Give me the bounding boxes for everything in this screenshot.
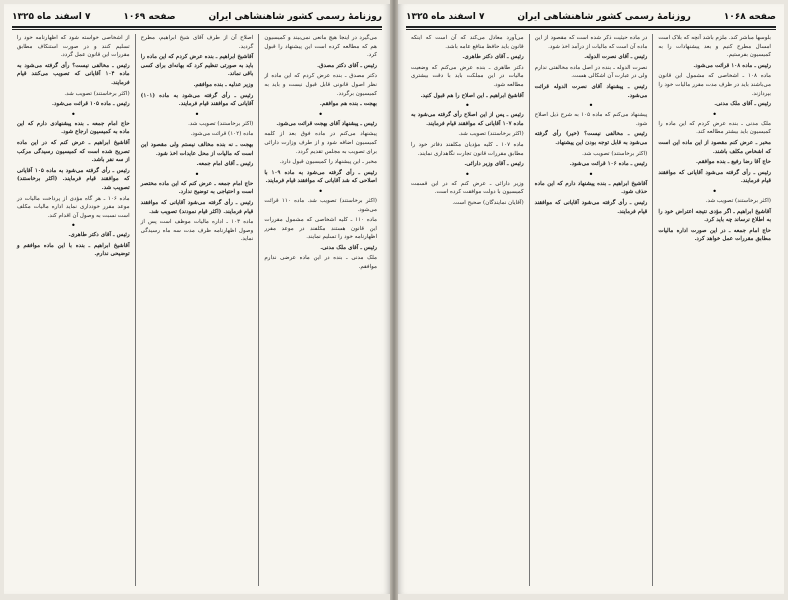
section-separator: • [70, 221, 76, 231]
left-header-date: ۷ اسفند ماه ۱۳۲۵ [12, 12, 91, 22]
left-header-rule [12, 26, 382, 28]
right-column-2 [529, 34, 653, 586]
section-separator: • [464, 169, 470, 179]
left-header-rule-thin [12, 29, 382, 30]
paragraph: (اکثر برخاستند) تصویب شد. [64, 90, 130, 97]
paragraph: رئیس ـ ماده ۱۰۵ قرائت می‌شود. [52, 101, 130, 108]
section-separator: • [318, 109, 324, 119]
paragraph: (اکثر برخاستند) تصویب شد. [705, 197, 771, 204]
section-separator: • [194, 169, 200, 179]
paragraph: می‌گیرد در اینجا هیچ مانعی نمی‌بیند و کمیسیون هم که مطالعه کرده است این پیشنهاد را قبول کرد. [264, 35, 377, 59]
paragraph: حاج امام جمعه ـ عرض کنم که این ماده مختصر است و احتیاجی به توضیح ندارد. [140, 180, 254, 196]
paragraph: ماده (۱۰۲) قرائت می‌شود. [190, 131, 254, 138]
left-header-title: روزنامهٔ رسمی کشور شاهنشاهی ایران [208, 12, 382, 22]
section-separator: • [712, 186, 718, 196]
paragraph: آقاشیخ ابراهیم ـ بنده با این ماده موافقم و توضیحی ندارم. [16, 242, 130, 258]
section-separator: • [464, 101, 470, 111]
paragraph: بهجت ـ بنده هم موافقم. [319, 101, 377, 108]
right-page [398, 4, 784, 594]
paragraph: ماده ۱۰۶ ـ هر گاه مؤدی از پرداخت مالیات در موعد مقرر خودداری نماید اداره مالیات مکلف است نسبت به وصول آن اقدام کند. [16, 195, 130, 219]
paragraph: رئیس ـ پیشنهاد آقای نصرت الدوله قرائت می‌شود. [534, 83, 648, 99]
paragraph: پیشنهاد می‌کنم که ماده ۱۰۵ به شرح ذیل اصلاح شود. [534, 112, 648, 127]
right-page-columns [406, 34, 776, 586]
paragraph: رئیس ـ آقای امام جمعه. [196, 161, 254, 168]
paragraph: در ماده حیثیت ذکر شده است که مقصود از این ماده آن است که مالیات از درآمد اخذ شود. [534, 35, 648, 50]
paragraph: نصرت الدوله ـ بنده در اصل ماده مخالفتی ندارم ولی در عبارت آن اشکالی هست. [534, 64, 648, 80]
right-header-title: روزنامهٔ رسمی کشور شاهنشاهی ایران [517, 12, 691, 22]
paragraph: ماده ۱۰۷ ـ کلیه مؤدیان مکلفند دفاتر خود را مطابق مقررات قانون تجارت نگاهداری نمایند. [410, 141, 524, 157]
paragraph: رئیس ـ رأی گرفته می‌شود آقایانی که موافقند قیام فرمایند. (اکثر قیام نمودند) تصویب شد. [140, 199, 254, 215]
section-separator: • [588, 101, 594, 111]
paragraph: آقاشیخ ابراهیم ـ بنده عرض کردم که این ماده را باید به صورتی تنظیم کرد که بهانه‌ای برای کسی باقی نماند. [140, 54, 254, 78]
paragraph: دکتر مصدق ـ بنده عرض کردم که این ماده از نظر اصول قانونی قابل قبول نیست و باید به کمیسیون برگردد. [264, 73, 377, 97]
left-page [4, 4, 390, 594]
paragraph: ماده ۱۰۳ ـ اداره مالیات موظف است پس از وصول اظهارنامه ظرف مدت سه ماه رسیدگی نماید. [140, 219, 254, 243]
paragraph: رئیس ـ پس از این اصلاح رأی گرفته می‌شود به ماده ۱۰۷ آقایانی که موافقند قیام فرمایند. [410, 112, 524, 127]
paragraph: رئیس ـ آقای نصرت الدوله. [584, 54, 648, 61]
right-header-date: ۷ اسفند ماه ۱۳۲۵ [406, 12, 485, 22]
paragraph: از اشخاصی خواسته شود که اظهارنامه خود را تسلیم کنند و در صورت استنکاف مطابق مقررات این قانون عمل گردد. [16, 35, 130, 59]
paragraph: دکتر طاهری ـ بنده عرض می‌کنم که وضعیت مالیات در این مملکت باید با دقت بیشتری مطالعه شود. [410, 64, 524, 88]
left-page-header [12, 10, 382, 24]
paragraph: رئیس ـ آقای وزیر دارائی. [464, 161, 524, 168]
left-column-2 [135, 34, 259, 586]
paragraph: (اکثر برخاستند) تصویب شد. [188, 120, 254, 127]
paragraph: آقاشیخ ابراهیم ـ این اصلاح را هم قبول کنید. [420, 92, 524, 99]
paragraph: رئیس ـ آقای دکتر طاهری. [68, 232, 130, 239]
paragraph: حاج امام جمعه ـ بنده پیشنهادی دارم که این ماده به کمیسیون ارجاع شود. [16, 120, 130, 136]
paragraph: ملک مدنی ـ بنده در این ماده عرضی ندارم موافقم. [264, 255, 377, 271]
section-separator: • [712, 109, 718, 119]
section-separator: • [194, 109, 200, 119]
paragraph: آقاشیخ ابراهیم ـ عرض کنم که در این ماده تصریح شده است که کمیسیون رسیدگی مرکب از سه نفر باشد. [16, 139, 130, 164]
paragraph: بهجت ـ نه بنده مخالف نیستم ولی مقصود این است که مالیات از محل عایدات اخذ شود. [140, 141, 254, 157]
paragraph: بلوسها مباشر کند. ملزم باشد آنچه که بلاک است امسال مطرح کنیم و بعد پیشنهادات را به کمیسیون بفرستیم. [658, 35, 771, 59]
paragraph: رئیس ـ رأی گرفته می‌شود آقایانی که موافقند قیام فرمایند. [534, 199, 648, 215]
paragraph: ماده ۱۱۰ ـ کلیه اشخاصی که مشمول مقررات این قانون هستند مکلفند در موعد مقرر اظهارنامه خود را تسلیم نمایند. [264, 217, 377, 241]
paragraph: می‌آورد معادل می‌کند که آن است که اینکه قانون باید حافظ منافع عامه باشد. [410, 35, 524, 50]
paragraph: اصلاح آن از طرف آقای شیخ ابراهیم، مطرح گردید. [140, 35, 254, 50]
paragraph: رئیس ـ آقای ملک مدنی. [714, 101, 771, 108]
paragraph: (اکثر برخاستند) تصویب شد. ماده ۱۱۰ قرائت می‌شود. [264, 197, 377, 213]
right-header-rule-thin [406, 29, 776, 30]
section-separator: • [588, 169, 594, 179]
section-separator: • [318, 186, 324, 196]
paragraph: (آقایان نمایندگان) صحیح است. [452, 199, 524, 206]
section-separator: • [70, 109, 76, 119]
book-gutter [390, 0, 398, 600]
paragraph: مخبر ـ عرض کنم مقصود از این ماده این است که اشخاص مکلف باشند. [658, 139, 771, 155]
paragraph: رئیس ـ رأی گرفته می‌شود آقایانی که موافقند قیام فرمایند. [658, 169, 771, 185]
paragraph: حاج آقا رضا رفیع ـ بنده موافقم. [696, 159, 771, 166]
left-column-3 [12, 34, 135, 586]
paragraph: رئیس ـ آقای دکتر طاهری. [462, 54, 524, 61]
right-column-3 [406, 34, 529, 586]
paragraph: (اکثر برخاستند) تصویب شد. [582, 150, 648, 157]
paragraph: آقاشیخ ابراهیم ـ اگر مؤدی نتیجه اعتراض خود را به اطلاع نرساند چه باید کرد. [658, 208, 771, 224]
paragraph: آقاشیخ ابراهیم ـ بنده پیشنهاد دارم که این ماده حذف شود. [534, 180, 648, 196]
paragraph: رئیس ـ رأی گرفته می‌شود به ماده ۱۰۹ با اصلاحی که شد آقایانی که موافقند قیام فرمایند. [264, 169, 377, 185]
paragraph: وزیر عدلیه ـ بنده موافقم. [193, 81, 254, 88]
paragraph: رئیس ـ رأی گرفته می‌شود به ماده (۱۰۱) آقایانی که موافقند قیام فرمایند. [140, 92, 254, 108]
right-page-header [406, 10, 776, 24]
paragraph: رئیس ـ رأی گرفته می‌شود به ماده ۱۰۵ آقایانی که موافقند قیام فرمایند. (اکثر برخاستند) تصویب شد. [16, 167, 130, 191]
paragraph: رئیس ـ مخالفی نیست؟ (خیر) رأی گرفته می‌شود به قابل توجه بودن این پیشنهاد. [534, 131, 648, 146]
paragraph: رئیس ـ آقای ملک مدنی. [320, 244, 377, 251]
paragraph: مخبر ـ این پیشنهاد را کمیسیون قبول دارد. [279, 159, 377, 166]
paragraph: رئیس ـ ماده ۱۰۸ قرائت می‌شود. [693, 62, 771, 69]
paragraph: رئیس ـ مخالفی نیست؟ رأی گرفته می‌شود به ماده ۱۰۴ آقایانی که تصویب می‌کنند قیام فرمایند. [16, 62, 130, 86]
paragraph: رئیس ـ آقای دکتر مصدق. [317, 62, 377, 69]
paragraph: حاج امام جمعه ـ در این صورت اداره مالیات مطابق مقررات عمل خواهد کرد. [658, 227, 771, 243]
left-page-columns [12, 34, 382, 586]
right-header-rule [406, 26, 776, 28]
paragraph: رئیس ـ پیشنهاد آقای بهجت قرائت می‌شود. [276, 120, 377, 127]
paragraph: ملک مدنی ـ بنده عرض کردم که این ماده را کمیسیون باید بیشتر مطالعه کند. [658, 120, 771, 136]
paragraph: (اکثر برخاستند) تصویب شد. [458, 131, 524, 138]
right-column-1 [652, 34, 776, 586]
right-header-page-number: صفحه ۱۰۶۸ [723, 12, 776, 22]
paragraph: رئیس ـ ماده ۱۰۶ قرائت می‌شود. [569, 161, 648, 168]
left-header-page-number: صفحه ۱۰۶۹ [123, 12, 176, 22]
paragraph: ماده ۱۰۸ ـ اشخاصی که مشمول این قانون می‌باشند باید در ظرف مدت مقرر مالیات خود را بپردازند. [658, 73, 771, 97]
left-column-1 [258, 34, 382, 586]
paragraph: پیشنهاد می‌کنم در ماده فوق بعد از کلمه کمیسیون اضافه شود و از طرف وزارت دارائی برای تصویب به مجلس تقدیم گردد. [264, 131, 377, 155]
paragraph: وزیر دارائی ـ عرض کنم که در این قسمت کمیسیون با دولت موافقت کرده است. [410, 180, 524, 196]
